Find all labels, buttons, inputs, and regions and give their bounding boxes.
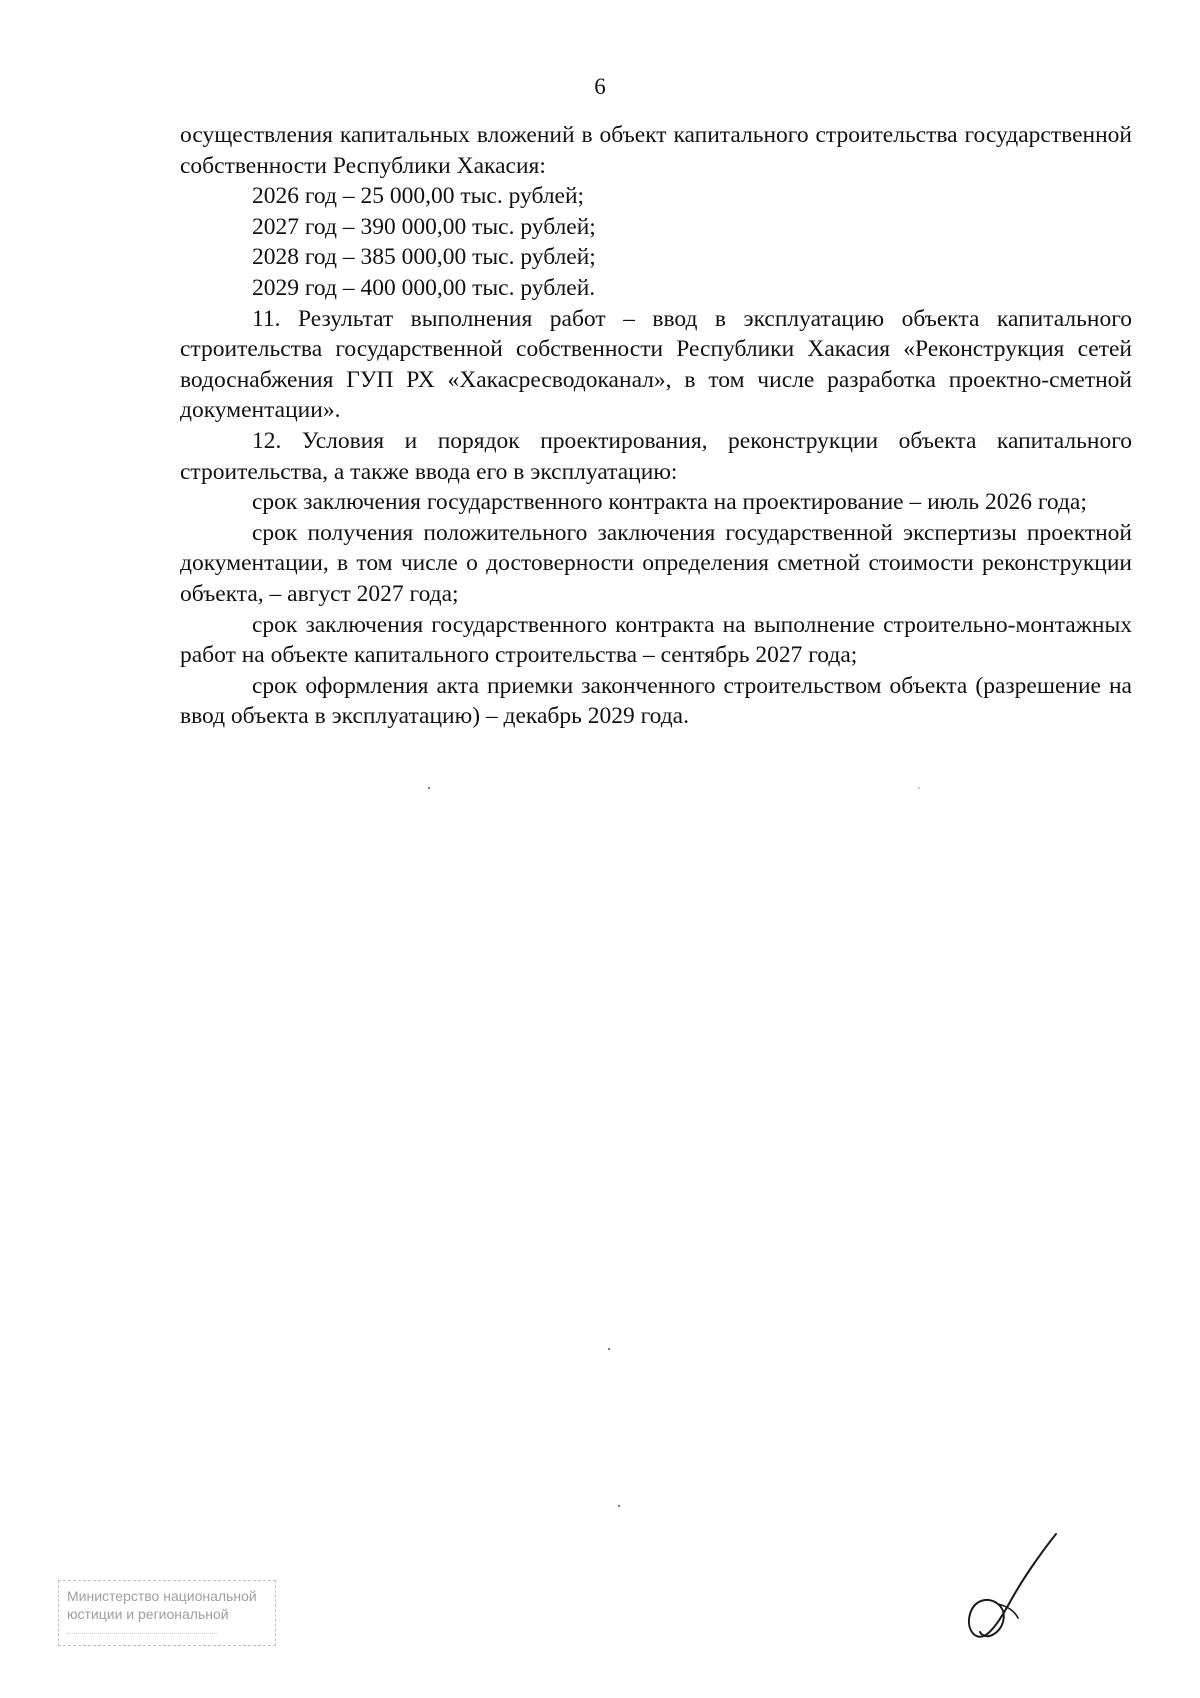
signature-mark: [948, 1532, 1068, 1642]
deadline-acceptance-act: срок оформления акта приемки законченного строительством объекта (разрешение на ввод объекта в эксплуатацию) – декабрь 2029 года.: [180, 672, 1132, 730]
scan-speck: [608, 1348, 610, 1350]
stamp-line-2: юстиции и региональной: [67, 1606, 229, 1622]
funding-line-2028: 2028 год – 385 000,00 тыс. рублей;: [252, 244, 596, 271]
paragraph-funding-intro: осуществления капитальных вложений в объект капитального строительства государственной собственности Республики Хакасия:: [180, 122, 1132, 179]
paragraph-11-result: 11. Результат выполнения работ – ввод в эксплуатацию объекта капитального строительства государственной собственности Республики Хакасия «Реконструкция сетей водоснабжения ГУП РХ «Хакасресводоканал», в том числе разработка проектно-сметной документации».: [180, 305, 1132, 424]
deadline-construction-contract: срок заключения государственного контракта на выполнение строительно-монтажных работ на объекте капитального строительства – сентябрь 2027 года;: [180, 611, 1132, 669]
funding-line-2026: 2026 год – 25 000,00 тыс. рублей;: [252, 183, 585, 210]
page-number: 6: [594, 74, 606, 99]
funding-line-2027: 2027 год – 390 000,00 тыс. рублей;: [252, 213, 596, 240]
scan-speck: [428, 787, 430, 789]
paragraph-12-conditions: 12. Условия и порядок проектирования, реконструкции объекта капитального строительства, а также ввода его в эксплуатацию:: [180, 427, 1132, 485]
deadline-expertise: срок получения положительного заключения государственной экспертизы проектной документации, в том числе о достоверности определения сметной стоимости реконструкции объекта, – август 2027 года;: [180, 519, 1132, 607]
stamp-line-1: Министерство национальной: [67, 1588, 257, 1604]
document-body: [180, 120, 1132, 732]
registration-stamp: [58, 1580, 276, 1646]
funding-line-2029: 2029 год – 400 000,00 тыс. рублей.: [252, 274, 596, 301]
scan-speck: [618, 1505, 620, 1507]
deadline-design-contract: срок заключения государственного контракта на проектирование – июль 2026 года;: [252, 489, 1087, 516]
scan-speck: [918, 787, 920, 789]
stamp-faint-line: [67, 1625, 217, 1634]
